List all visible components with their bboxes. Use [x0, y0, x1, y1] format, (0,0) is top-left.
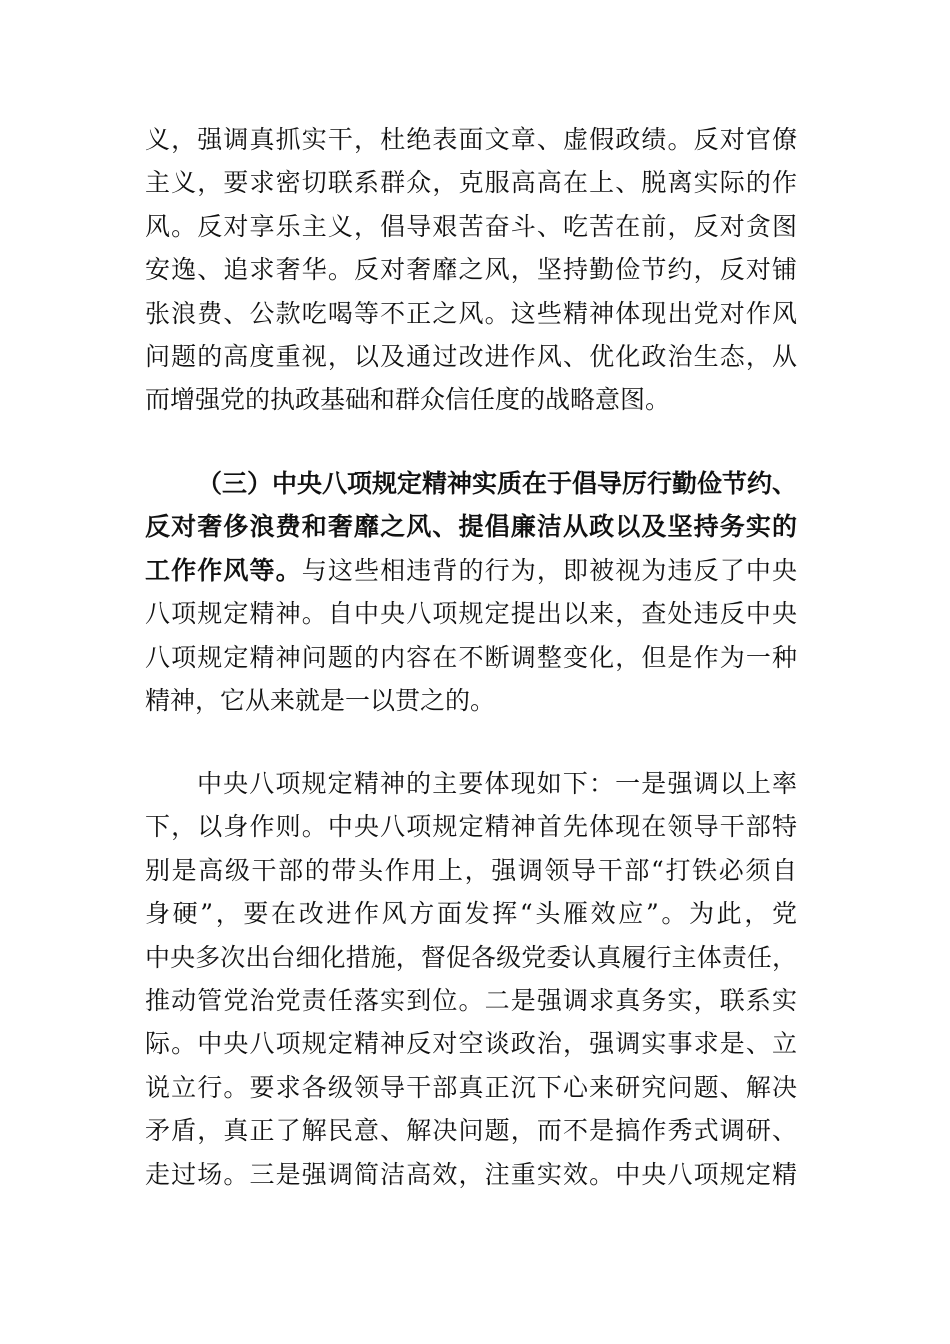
text-line: 中央八项规定精神的主要体现如下：一是强调以上率: [197, 769, 797, 798]
text-line: 下，以身作则。中央八项规定精神首先体现在领导干部特: [145, 812, 797, 842]
paragraph-1: [145, 118, 797, 422]
text-line: 推动管党治党责任落实到位。二是强调求真务实，联系实: [145, 985, 797, 1015]
text-line: 中央多次出台细化措施，督促各级党委认真履行主体责任，: [145, 942, 797, 972]
text-line: 说立行。要求各级领导干部真正沉下心来研究问题、解决: [145, 1072, 797, 1102]
text-line: 而增强党的执政基础和群众信任度的战略意图。: [145, 385, 671, 415]
text-line: 张浪费、公款吃喝等不正之风。这些精神体现出党对作风: [145, 298, 797, 328]
text-line: 精神，它从来就是一以贯之的。: [145, 685, 496, 715]
section-heading-line: （三）中央八项规定精神实质在于倡导厉行勤俭节约、: [197, 469, 798, 498]
text-line: 主义，要求密切联系群众，克服高高在上、脱离实际的作: [145, 168, 797, 198]
text-line: 身硬”，要在改进作风方面发挥“头雁效应”。为此，党: [145, 899, 797, 929]
text-line: 八项规定精神。自中央八项规定提出以来，查处违反中央: [145, 599, 797, 629]
text-line: [145, 549, 797, 592]
paragraph-2: [145, 462, 797, 722]
text-line: 义，强调真抓实干，杜绝表面文章、虚假政绩。反对官僚: [145, 125, 797, 154]
text-line: 矛盾，真正了解民意、解决问题，而不是搞作秀式调研、: [145, 1116, 797, 1146]
section-heading-line: 反对奢侈浪费和奢靡之风、提倡廉洁从政以及坚持务实的: [145, 512, 797, 542]
text-line: 际。中央八项规定精神反对空谈政治，强调实事求是、立: [145, 1029, 797, 1059]
text-line: 风。反对享乐主义，倡导艰苦奋斗、吃苦在前，反对贪图: [145, 211, 797, 241]
text-line: 别是高级干部的带头作用上，强调领导干部“打铁必须自: [145, 855, 797, 885]
text-span: 与这些相违背的行为，即被视为违反了中央: [301, 555, 797, 585]
text-line: 八项规定精神问题的内容在不断调整变化，但是作为一种: [145, 642, 797, 672]
text-line: 问题的高度重视，以及通过改进作风、优化政治生态，从: [145, 341, 797, 371]
paragraph-3: [145, 762, 797, 1196]
section-heading-end: 工作作风等。: [145, 555, 302, 585]
text-line: 安逸、追求奢华。反对奢靡之风，坚持勤俭节约，反对铺: [145, 255, 797, 285]
text-line: 走过场。三是强调简洁高效，注重实效。中央八项规定精: [145, 1159, 797, 1189]
